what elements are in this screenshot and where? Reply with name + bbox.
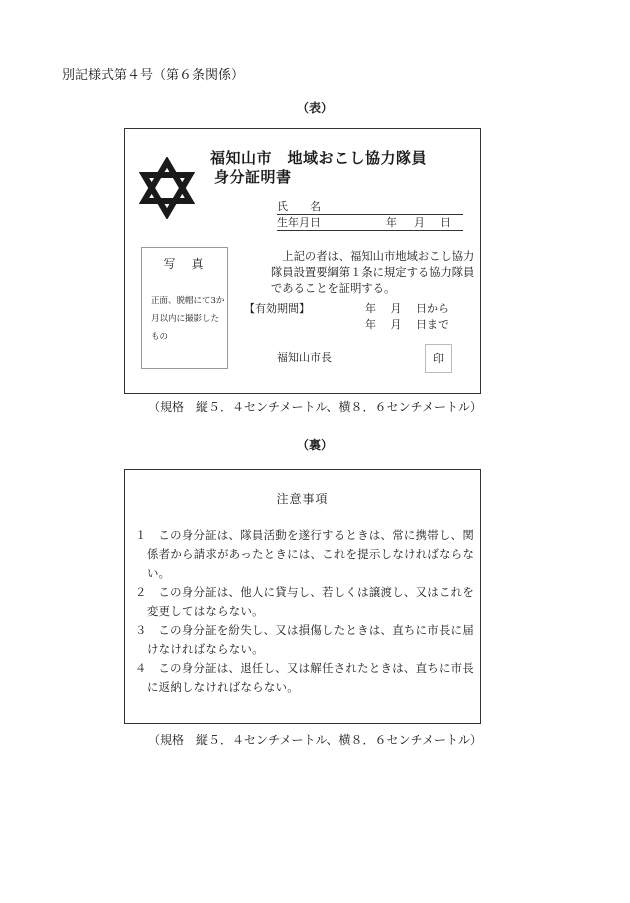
mayor-label: 福知山市長	[277, 351, 332, 364]
birth-day-label: 日	[440, 216, 451, 229]
front-size-caption: （規格 縦５．４センチメートル、横８．６センチメートル）	[147, 400, 483, 414]
birth-date-field	[277, 216, 463, 231]
card-title-line1: 福知山市 地域おこし協力隊員	[210, 149, 428, 167]
validity-from: 年 月 日から	[365, 302, 449, 315]
id-card-back	[124, 469, 481, 724]
name-label: 氏 名	[277, 200, 321, 213]
card-title-line2: 身分証明書	[214, 168, 292, 186]
validity-to: 年 月 日まで	[365, 318, 449, 331]
id-card-front	[124, 128, 481, 394]
validity-label: 【有効期間】	[244, 302, 310, 315]
photo-title: 写 真	[163, 257, 206, 271]
name-field	[277, 200, 463, 215]
notes-list	[135, 526, 475, 697]
certification-statement: 上記の者は、福知山市地域おこし協力隊員設置要綱第１条に規定する協力隊員であることを証明する。	[271, 250, 475, 295]
birth-year-label: 年	[386, 216, 397, 229]
note-item: ３ この身分証を紛失し、又は損傷したときは、直ちに市長に届けなければならない。	[135, 623, 475, 656]
photo-box	[141, 247, 228, 369]
front-side-label: （表）	[296, 101, 333, 115]
note-item: ２ この身分証は、他人に貸与し、若しくは譲渡し、又はこれを変更してはならない。	[135, 585, 475, 618]
note-item: １ この身分証は、隊員活動を遂行するときは、常に携帯し、関係者から請求があったときには、これを提示しなければならない。	[135, 528, 475, 580]
notes-title: 注意事項	[276, 492, 329, 506]
note-item: ４ この身分証は、退任し、又は解任されたときは、直ちに市長に返納しなければならない。	[135, 661, 475, 694]
hexagram-emblem-icon	[139, 157, 195, 219]
seal-box: 印	[425, 344, 452, 373]
back-side-label: （裏）	[296, 438, 333, 452]
back-size-caption: （規格 縦５．４センチメートル、横８．６センチメートル）	[147, 733, 483, 747]
photo-note: 正面、脱帽にて3か月以内に撮影したもの	[151, 296, 225, 342]
form-label: 別記様式第４号（第６条関係）	[62, 68, 245, 83]
birth-month-label: 月	[414, 216, 425, 229]
birth-label: 生年月日	[277, 216, 321, 229]
